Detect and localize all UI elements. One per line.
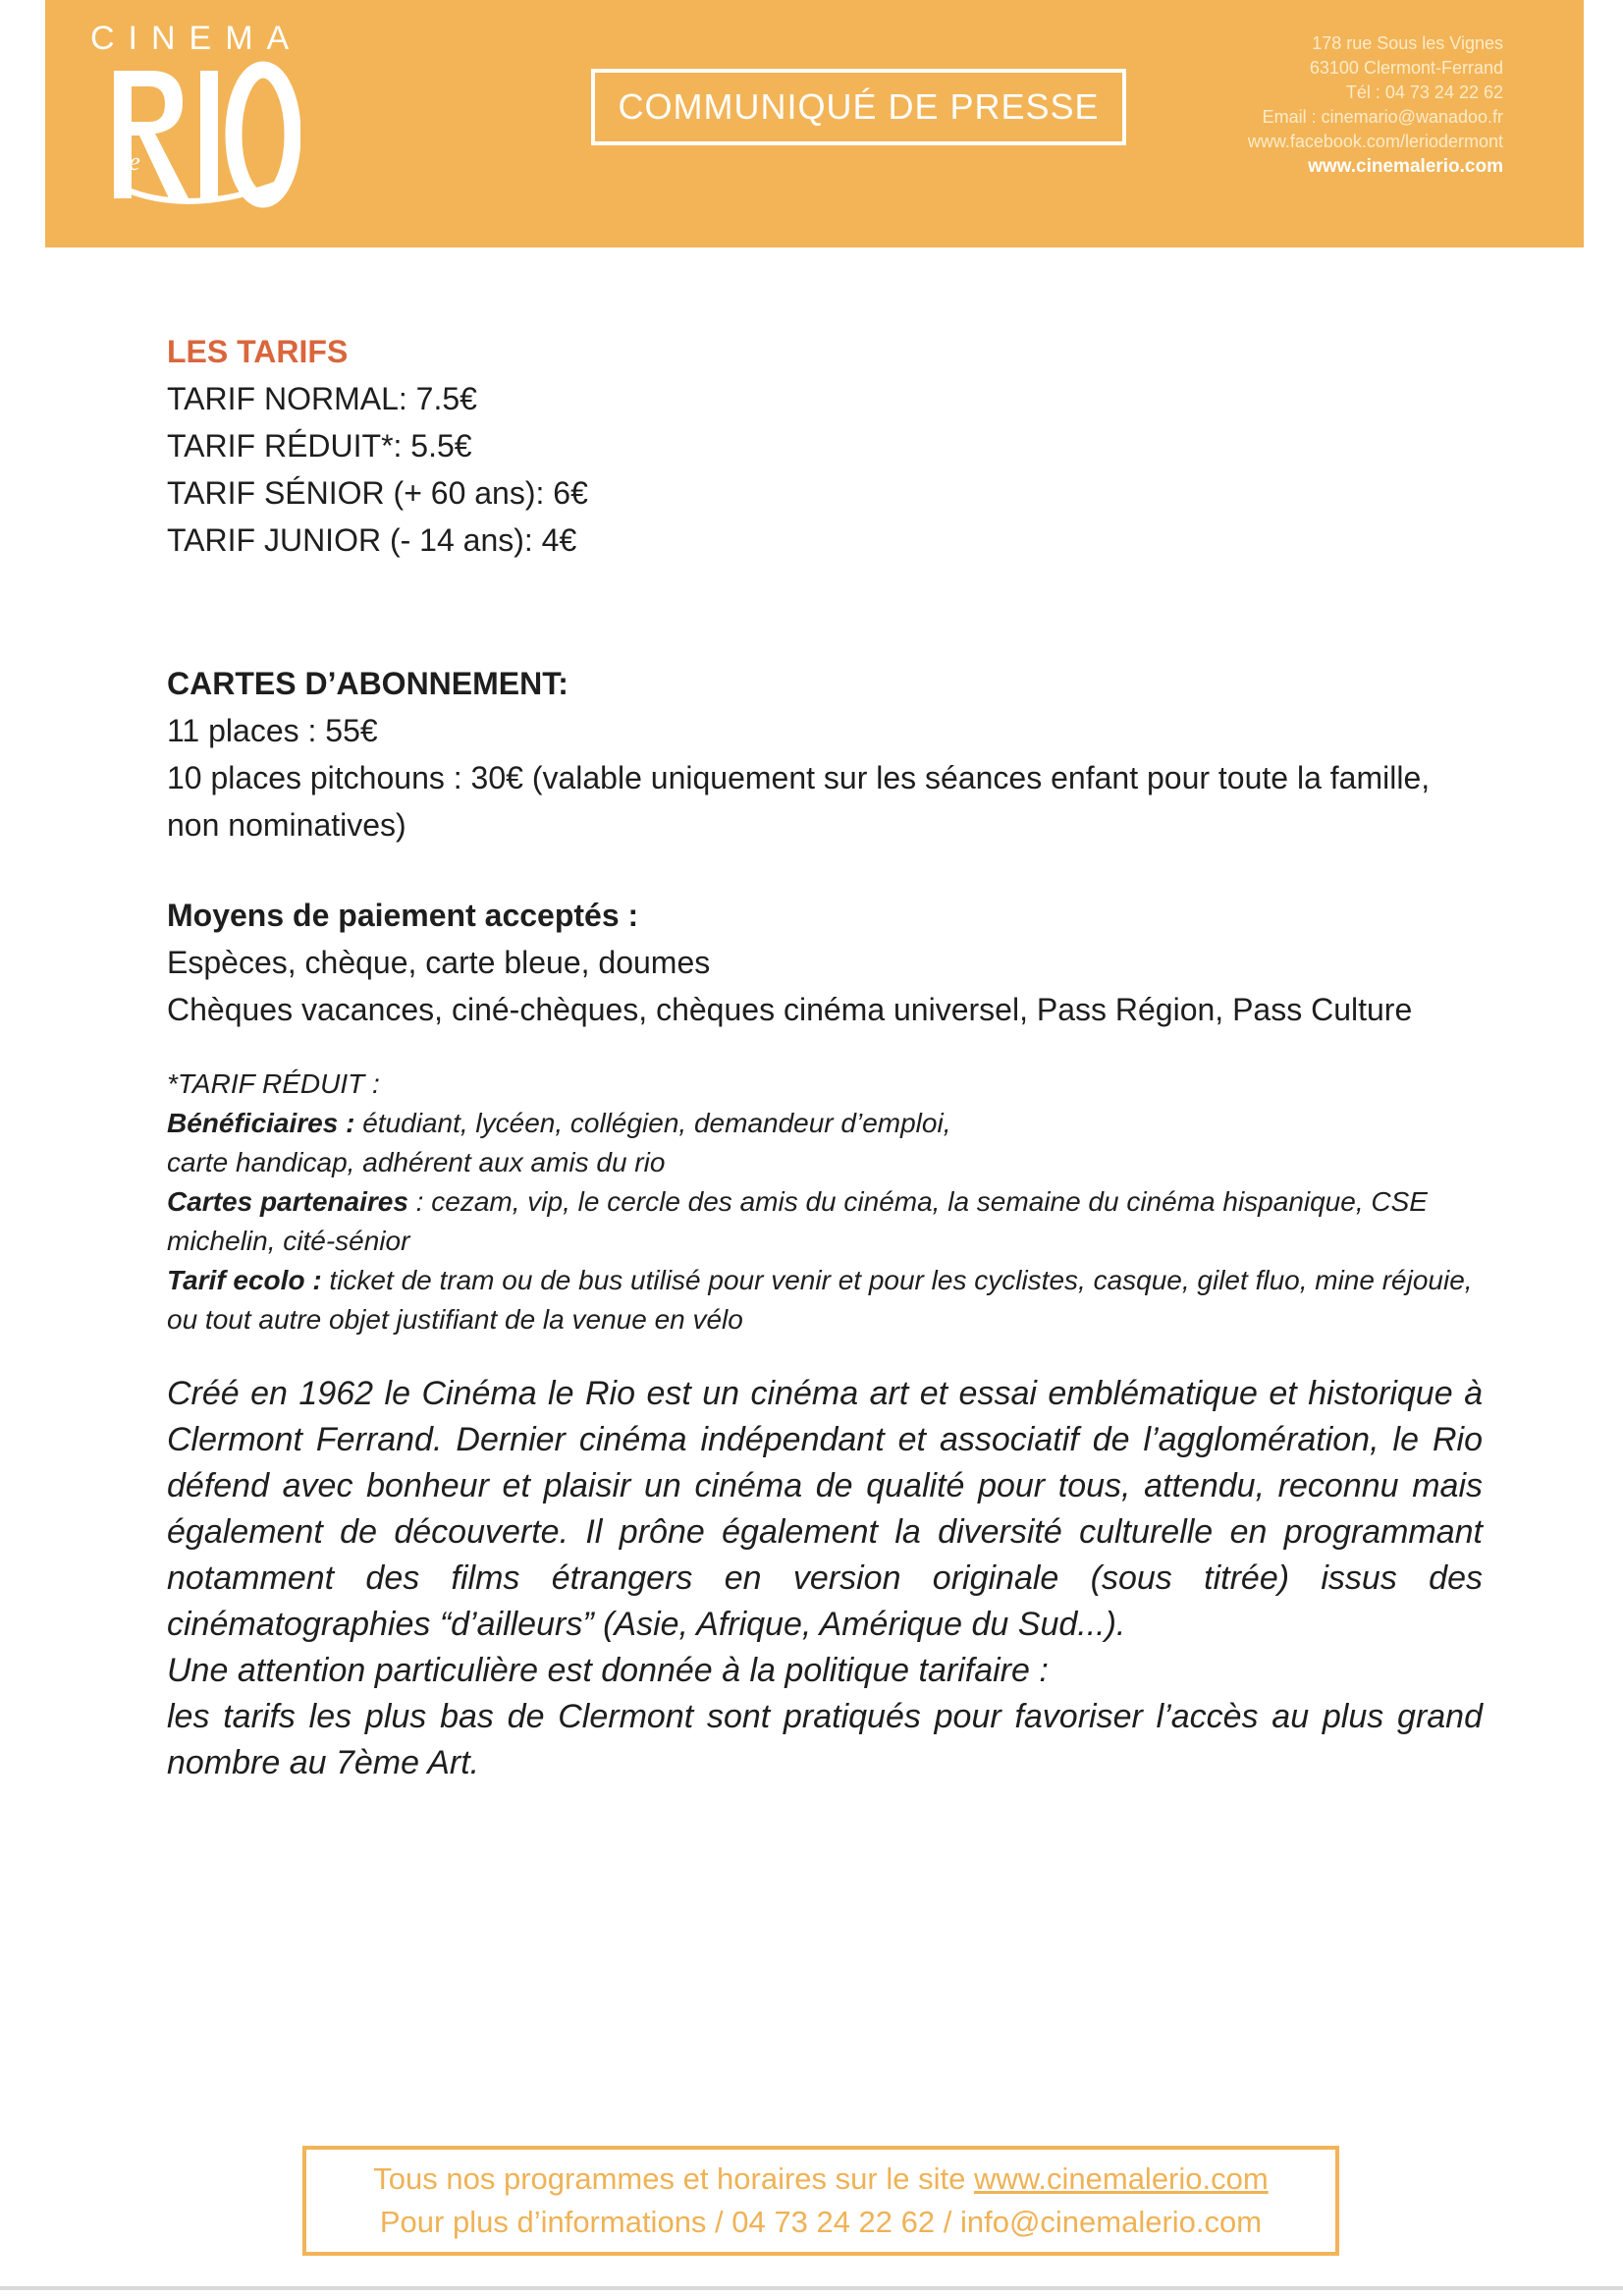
contact-phone: Tél : 04 73 24 22 62 <box>1345 82 1503 102</box>
contact-email[interactable]: Email : cinemario@wanadoo.fr <box>1262 107 1503 127</box>
beneficiaires-label: Bénéficiaires : <box>167 1108 355 1138</box>
logo-cinema-text: CINEMA <box>90 20 303 57</box>
contact-address-1: 178 rue Sous les Vignes <box>1312 33 1503 53</box>
reduit-beneficiaires-2: carte handicap, adhérent aux amis du rio <box>167 1147 666 1177</box>
tarif-junior: TARIF JUNIOR (- 14 ans): 4€ <box>167 522 577 558</box>
footer-info-box <box>302 2146 1339 2256</box>
reduit-beneficiaires <box>167 1104 1483 1143</box>
partenaires-text: : cezam, vip, le cercle des amis du cinéma, la semaine du cinéma hispanique, CSE michelin, cité-sénior <box>167 1186 1428 1256</box>
abonnement-item-11: 11 places : 55€ <box>167 713 378 748</box>
tarif-normal: TARIF NORMAL: 7.5€ <box>167 381 477 416</box>
paiement-item-1: Espèces, chèque, carte bleue, doumes <box>167 945 711 980</box>
abonnement-title: CARTES D’ABONNEMENT: <box>167 666 568 701</box>
spacer <box>167 1339 1483 1371</box>
beneficiaires-text: étudiant, lycéen, collégien, demandeur d’emploi, <box>354 1108 951 1138</box>
abonnement-section <box>167 660 1483 848</box>
presentation-paragraph-2: Une attention particulière est donnée à la politique tarifaire : <box>167 1652 1049 1689</box>
spacer <box>167 848 1483 892</box>
paiement-section <box>167 892 1483 1033</box>
spacer <box>167 564 1483 660</box>
logo-le-text: le <box>122 147 140 176</box>
partenaires-label: Cartes partenaires <box>167 1186 408 1217</box>
paiement-item-2: Chèques vacances, ciné-chèques, chèques cinéma universel, Pass Région, Pass Culture <box>167 992 1413 1027</box>
tarif-reduit-details <box>167 1065 1483 1339</box>
abonnement-item-pitchouns: 10 places pitchouns : 30€ (valable uniquement sur les séances enfant pour toute la famille, non nominatives) <box>167 760 1431 843</box>
presentation-section <box>167 1371 1483 1786</box>
presentation-paragraph-1: Créé en 1962 le Cinéma le Rio est un cinéma art et essai emblématique et historique à Clermont Ferrand. Dernier cinéma indépendant et associatif de l’agglomération, le Rio défend avec bonheur et plaisir un cinéma de qualité pour tous, attendu, reconnu mais également de découverte. Il prône également la diversité culturelle en programmant notamment des films étrangers en version originale (sous titrée) issus des cinématographies “d’ailleurs” (Asie, Afrique, Amérique du Sud...). <box>167 1375 1483 1643</box>
press-release-label <box>591 69 1126 145</box>
rio-logo-icon <box>104 61 300 208</box>
footer-line-1-text: Tous nos programmes et horaires sur le site <box>373 2161 974 2196</box>
spacer <box>167 1033 1483 1065</box>
document-body <box>167 328 1483 1786</box>
footer-line-2: Pour plus d’informations / 04 73 24 22 62 / info@cinemalerio.com <box>379 2205 1263 2239</box>
tarif-reduit: TARIF RÉDUIT*: 5.5€ <box>167 428 472 464</box>
reduit-title: *TARIF RÉDUIT : <box>167 1068 380 1099</box>
contact-facebook[interactable]: www.facebook.com/leriodermont <box>1247 132 1503 151</box>
page-bottom-rule <box>0 2286 1623 2290</box>
contact-block <box>1248 31 1503 179</box>
ecolo-label: Tarif ecolo : <box>167 1265 322 1295</box>
presentation-paragraph-3: les tarifs les plus bas de Clermont sont pratiqués pour favoriser l’accès au plus grand nombre au 7ème Art. <box>167 1698 1483 1781</box>
header-banner <box>45 0 1584 247</box>
reduit-ecolo <box>167 1261 1483 1339</box>
tarifs-section <box>167 328 1483 564</box>
footer-line-1 <box>306 2158 1335 2201</box>
tarif-senior: TARIF SÉNIOR (+ 60 ans): 6€ <box>167 475 588 511</box>
contact-website[interactable]: www.cinemalerio.com <box>1308 156 1503 177</box>
tarifs-title: LES TARIFS <box>167 334 349 369</box>
press-release-text: COMMUNIQUÉ DE PRESSE <box>618 86 1100 127</box>
reduit-partenaires <box>167 1182 1483 1261</box>
contact-address-2: 63100 Clermont-Ferrand <box>1309 58 1503 78</box>
footer-website-link[interactable]: www.cinemalerio.com <box>973 2161 1269 2196</box>
paiement-title: Moyens de paiement acceptés : <box>167 898 639 933</box>
ecolo-text: ticket de tram ou de bus utilisé pour venir et pour les cyclistes, casque, gilet fluo, mine réjouie, ou tout autre objet justifiant de la venue en vélo <box>167 1265 1473 1335</box>
